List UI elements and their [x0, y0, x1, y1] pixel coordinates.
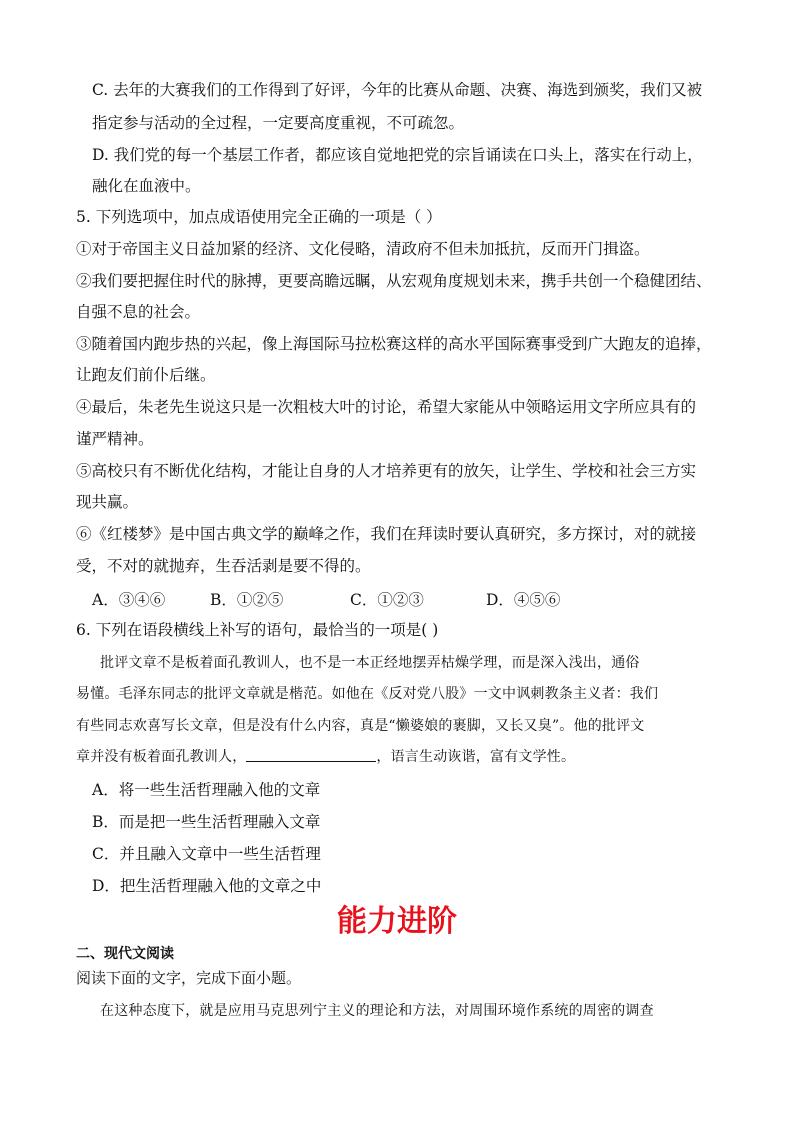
q6-stem: 6. 下列在语段横线上补写的语句，最恰当的一项是( ): [76, 621, 439, 639]
q5-option-d: D．④⑤⑥: [486, 591, 561, 609]
q5-item: 受，不对的就抛弃，生吞活剥是要不得的。: [76, 557, 371, 575]
part2-passage-line: 在这种态度下，就是应用马克思列宁主义的理论和方法，对周围环境作系统的周密的调查: [100, 1003, 654, 1019]
q6-answer-blank: [246, 747, 376, 762]
q5-item: 自强不息的社会。: [76, 303, 201, 321]
q5-item: 让跑友们前仆后继。: [76, 366, 216, 384]
q5-option-a: A．③④⑥: [92, 591, 166, 609]
part2-instruction: 阅读下面的文字，完成下面小题。: [76, 969, 302, 987]
q5-item: ③随着国内跑步热的兴起，像上海国际马拉松赛这样的高水平国际赛事受到广大跑友的追捧，: [76, 335, 712, 353]
q5-item: ⑤高校只有不断优化结构，才能让自身的人才培养更有的放矢，让学生、学校和社会三方实: [76, 462, 697, 480]
q5-item: 现共赢。: [76, 493, 139, 511]
q6-option-b: B．而是把一些生活哲理融入文章: [92, 813, 321, 831]
q5-option-c: C．①②③: [350, 591, 424, 609]
q6-option-d: D．把生活哲理融入他的文章之中: [92, 877, 322, 895]
q5-option-b: B．①②⑤: [210, 591, 284, 609]
q5-item: ④最后，朱老先生说这只是一次粗枝大叶的讨论，希望大家能从中领略运用文字所应具有的: [76, 398, 697, 416]
q6-passage-line: [76, 747, 575, 767]
q5-item: ①对于帝国主义日益加紧的经济、文化侵略，清政府不但未加抵抗，反而开门揖盗。: [76, 240, 650, 258]
q6-passage-line: 易懂。毛泽东同志的批评文章就是楷范。如他在《反对党八股》一文中讽刺教条主义者：我们: [76, 686, 659, 702]
q4-option-d-line1: D. 我们党的每一个基层工作者，都应该自觉地把党的宗旨诵读在口头上，落实在行动上，: [92, 146, 703, 164]
q5-item: ⑥《红楼梦》是中国古典文学的巅峰之作，我们在拜读时要认真研究，多方探讨，对的就接: [76, 525, 697, 543]
q6-passage-line: 有些同志欢喜写长文章，但是没有什么内容，真是“懒婆娘的裹脚，又长又臭”。他的批评文: [76, 718, 645, 734]
q6-passage-text: 章并没有板着面孔教训人，: [76, 749, 247, 765]
q6-passage-text: ，语言生动诙谐，富有文学性。: [376, 749, 576, 765]
q5-item: ②我们要把握住时代的脉搏，更要高瞻远瞩，从宏观角度规划未来，携手共创一个稳健团结、: [76, 272, 712, 290]
section-title: 能力进阶: [337, 904, 457, 939]
q5-options: [92, 590, 560, 610]
q4-option-c-line2: 指定参与活动的全过程，一定要高度重视，不可疏忽。: [92, 114, 465, 132]
q6-option-a: A．将一些生活哲理融入他的文章: [92, 781, 321, 799]
part2-heading: 二、现代文阅读: [76, 946, 174, 962]
q4-option-d-line2: 融化在血液中。: [92, 177, 201, 195]
q5-stem: 5. 下列选项中，加点成语使用完全正确的一项是（ ）: [76, 208, 442, 226]
q4-option-c-line1: C. 去年的大赛我们的工作得到了好评，今年的比赛从命题、决赛、海选到颁奖，我们又被: [92, 81, 703, 99]
q6-option-c: C．并且融入文章中一些生活哲理: [92, 845, 321, 863]
q6-passage-line: 批评文章不是板着面孔教训人，也不是一本正经地摆弄枯燥学理，而是深入浅出，通俗: [100, 655, 640, 671]
q5-item: 谨严精神。: [76, 430, 154, 448]
